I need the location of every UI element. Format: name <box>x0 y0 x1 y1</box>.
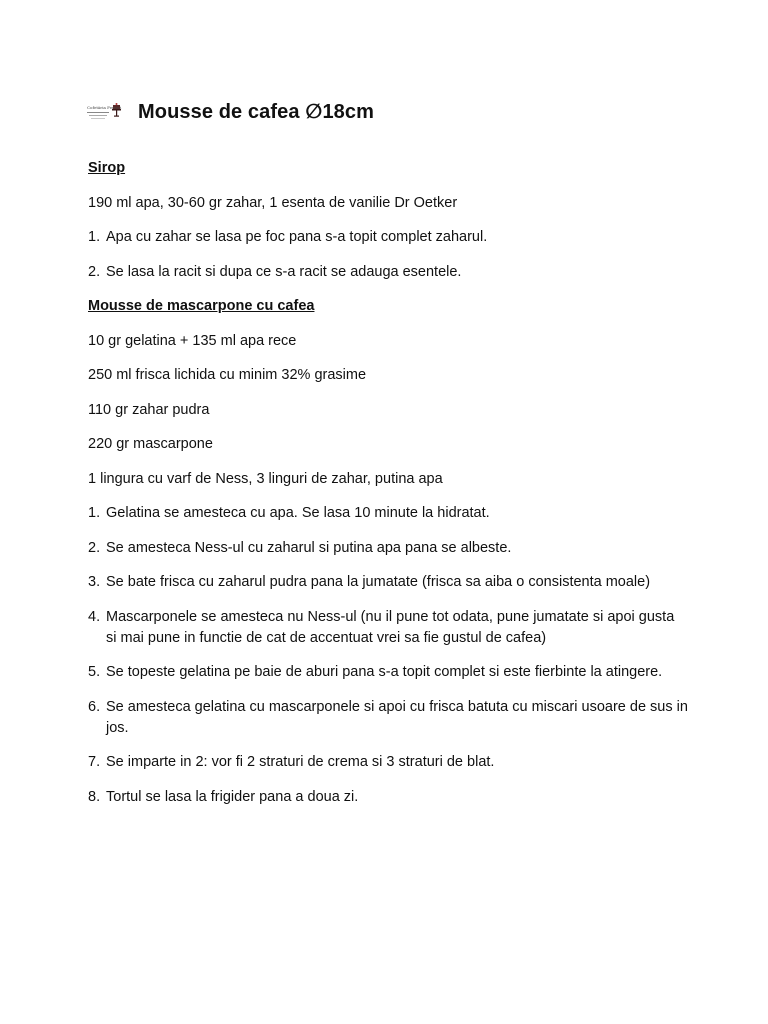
ingredient-line: 190 ml apa, 30-60 gr zahar, 1 esenta de vanilie Dr Oetker <box>88 194 458 211</box>
step-text: Se topeste gelatina pe baie de aburi pana s-a topit complet si este fierbinte la atingere. <box>106 664 663 680</box>
step-item <box>88 697 688 739</box>
step-number: 6. <box>88 698 101 715</box>
step-item <box>88 262 688 283</box>
bakery-logo-icon <box>86 100 122 122</box>
section-heading-mousse: Mousse de mascarpone cu cafea <box>88 298 315 314</box>
step-number: 7. <box>88 754 101 770</box>
ingredient-line: 10 gr gelatina + 135 ml apa rece <box>88 332 297 349</box>
ingredient-line: 220 gr mascarpone <box>88 436 213 452</box>
ingredient-line: 1 lingura cu varf de Ness, 3 linguri de zahar, putina apa <box>88 470 443 487</box>
step-text: Apa cu zahar se lasa pe foc pana s-a topit complet zaharul. <box>106 229 488 245</box>
ingredient-line: 110 gr zahar pudra <box>88 401 210 418</box>
step-item <box>88 538 688 559</box>
step-item <box>88 787 688 808</box>
step-text: Se bate frisca cu zaharul pudra pana la jumatate (frisca sa aiba o consistenta moale) <box>106 574 651 590</box>
step-number: 2. <box>88 263 101 280</box>
step-number: 8. <box>88 788 101 805</box>
step-item <box>88 662 688 683</box>
step-text: Tortul se lasa la frigider pana a doua zi. <box>106 788 359 805</box>
step-number: 5. <box>88 664 101 680</box>
step-item <box>88 752 688 773</box>
step-text: Gelatina se amesteca cu apa. Se lasa 10 minute la hidratat. <box>106 505 490 521</box>
page-title: Mousse de cafea ∅18cm <box>138 100 375 123</box>
step-text: Mascarponele se amesteca nu Ness-ul (nu il pune tot odata, pune jumatate si apoi gusta si mai pune in functie de cat de accentuat vrei sa fie gustul de cafea) <box>106 608 675 646</box>
logo-text: Cofetăria Ferreri <box>87 105 122 110</box>
title-row <box>86 96 374 126</box>
step-number: 1. <box>88 505 101 521</box>
section-heading-sirop: Sirop <box>88 160 126 176</box>
step-number: 3. <box>88 574 101 590</box>
step-number: 4. <box>88 608 101 625</box>
step-item <box>88 503 688 524</box>
step-number: 1. <box>88 229 101 245</box>
ingredient-line: 250 ml frisca lichida cu minim 32% grasime <box>88 367 367 383</box>
step-text: Se amesteca Ness-ul cu zaharul si putina apa pana se albeste. <box>106 539 512 556</box>
recipe-content <box>88 158 688 821</box>
step-item <box>88 572 688 593</box>
step-item <box>88 227 688 248</box>
step-number: 2. <box>88 539 101 556</box>
step-text: Se imparte in 2: vor fi 2 straturi de crema si 3 straturi de blat. <box>106 754 495 770</box>
step-item <box>88 607 688 649</box>
step-text: Se lasa la racit si dupa ce s-a racit se adauga esentele. <box>106 263 462 280</box>
step-text: Se amesteca gelatina cu mascarponele si apoi cu frisca batuta cu miscari usoare de sus in jos. <box>106 698 688 736</box>
